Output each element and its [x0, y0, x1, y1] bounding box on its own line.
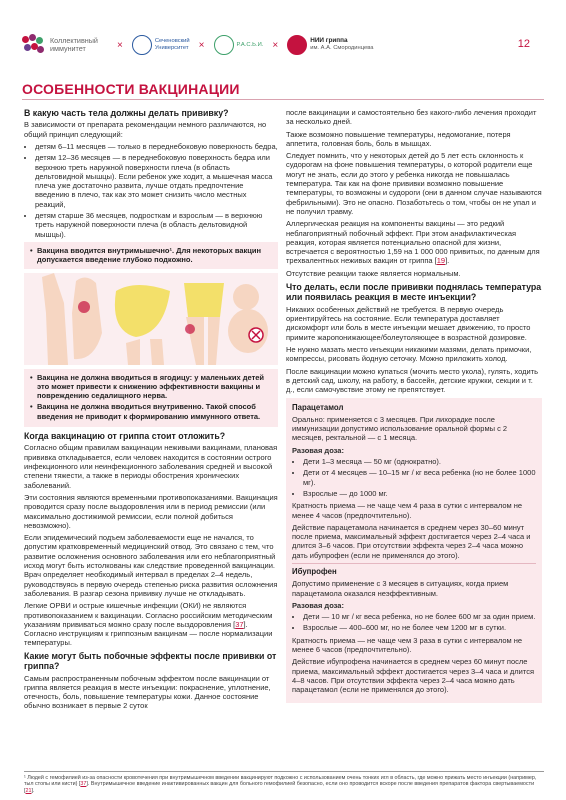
logo-row: [22, 34, 373, 56]
warning-item: [30, 402, 272, 421]
paragraph: Кратность приема — не чаще чем 4 раза в сутки с интервалом не менее 4 часов (предпочтительно).: [292, 501, 523, 520]
rasi-emblem-icon: [214, 35, 234, 55]
list-item: • детям 6–11 месяцев — только в переднебоковую поверхность бедра,: [35, 142, 278, 151]
text-span: ].: [31, 787, 35, 794]
paragraph: В зависимости от препарата рекомендации немного различаются, но общий принцип следующий:: [24, 120, 267, 139]
brand-name: [50, 37, 108, 54]
paragraph: Никаких особенных действий не требуется. В первую очередь ориентируйтесь на состояние. Если температура доставляет дискомфорт или боль в месте инъекции мешает движению, то просто примите жаропонижающее/болеутоляющее в возрастной дозировке.: [286, 304, 531, 342]
text-span: ]. Внутримышечное введение инактивированных вакцин для больного гемофилией безопасно, если оно проводится вскоре после введения препаратов фактора свертываемости [: [24, 781, 535, 794]
reference-link[interactable]: 37: [80, 781, 87, 788]
flu-institute-emblem-icon: [287, 35, 307, 55]
medication-title: Парацетамол: [292, 402, 344, 412]
paragraph: Самым распространенным побочным эффектом после вакцинации от гриппа является реакция в месте инъекции: покраснение, уплотнение, отечность, боль, повышение температуры кожи. Данное состояние обычно возникает в первые 2 суток: [24, 673, 271, 711]
paragraph: Допустимо применение с 3 месяцев в ситуациях, когда прием парацетамола оказался неэффективным.: [292, 579, 509, 598]
partner-flu-institute: [287, 35, 373, 55]
separator: ×: [198, 39, 205, 51]
paragraph: Если эпидемический подъем заболеваемости еще не начался, то допустим кратковременный медицинский отвод. Это связано с тем, что развитие осложнения основного заболевания или его неблагоприятный исход могут быть истолкованы как следствие проведенной вакцинации. Врач определяет необходимый интервал в пределах 2–4 недель, руководствуясь в первую очередь степенью риска развития осложнения заболевания. В разгар сезона прививку лучше не откладывать.: [24, 533, 278, 598]
partner1-line1: Сеченовский: [154, 38, 190, 45]
section-heading: Что делать, если после прививки поднялась температура или появилась реакция в месте инъекции?: [286, 282, 542, 303]
section-heading: Когда вакцинацию от гриппа стоит отложить?: [24, 431, 226, 442]
text-span: ¹ Людей с гемофилией из-за опасности кровотечения при внутримышечном введении вакцинируют подкожно с использованием очень тонких игл в область, где можно прижать место инъекции (например, тыл стопы или кисти) [: [24, 775, 537, 788]
bullet-icon: •: [30, 402, 33, 412]
footnote: [24, 771, 544, 794]
paragraph: Согласно общим правилам вакцинации неживыми вакцинами, плановая прививка откладывается, если человек находится в состоянии острого инфекционного или неинфекционного заболевания средней и высокой степени тяжести, а также в периоды обострения хронических заболеваний.: [24, 443, 278, 490]
list-item: • детям 12–36 месяцев — в переднебоковую поверхность бедра или верхнюю треть наружной поверхности плеча (в область дельтовидной мышцы). Если ребенок уже ходит, а мышечная масса плеча уже достаточно развита, лучше отдать предпочтение введению в плечо, так как это может снизить число местных реакций,: [35, 153, 278, 209]
sechenov-emblem-icon: [132, 35, 152, 55]
partner-rasi: [214, 35, 264, 55]
paragraph: Орально: применяется с 3 месяцев. При лихорадке после иммунизации допустимо использование оральной формы с 2 месяцев, ректальной — с 1 месяца.: [292, 414, 508, 443]
separator: ×: [117, 39, 123, 51]
paragraph: Не нужно мазать место инъекции никакими мазями, делать примочки, компрессы, рисовать йодную сеточку. Можно приложить холод.: [286, 345, 532, 364]
dose-list: [292, 612, 536, 633]
page-header: [0, 0, 566, 72]
separator: ×: [272, 39, 279, 51]
section-heading: Какие могут быть побочные эффекты после прививки от гриппа?: [24, 650, 277, 672]
brand-logo-icon: [22, 34, 44, 56]
medication-panel: [286, 398, 542, 703]
list-item: • Дети от 4 месяцев — 10–15 мг / кг веса ребенка (но не более 1000 мг).: [303, 468, 536, 487]
paragraph: Действие ибупрофена начинается в среднем через 60 минут после приема, максимальный эффект достигается через 3–4 часа и длится 4–8 часов. При отсутствии эффекта через 2–4 часа можно дать парацетамол (если не применялся до этого).: [292, 657, 535, 695]
paragraph: [286, 219, 542, 265]
medication-title: Ибупрофен: [292, 566, 337, 576]
bullet-icon: •: [30, 372, 33, 382]
dose-list: [292, 457, 536, 498]
text-span: Аллергическая реакция на компоненты вакцины — это редкий неблагоприятный побочный эффект. При этом анафилактическая реакция, которая является потенциально опасной для жизни, встречается с вероятностью 1,59 на 1 000 000 привитых, по данным для трехвалентных неживых вакцин от гриппа [: [286, 219, 540, 266]
injection-sites-illustration: [24, 273, 278, 365]
text-span: ]. Согласно инструкциям к гриппозным вакцинам — после нормализации температуры.: [24, 619, 273, 648]
paragraph: Действие парацетамола начинается в среднем через 30–60 минут после приема, максимальный эффект достигается через 2–4 часа и длится 3–6 часов. При отсутствии эффекта через 2–4 часа можно дать ибупрофен (если не применялся до этого).: [292, 522, 531, 560]
section-heading: В какую часть тела должны делать прививку?: [24, 108, 229, 118]
list-item: • Дети 1–3 месяца — 50 мг (однократно).: [303, 457, 536, 466]
warning-text: Вакцина не должна вводиться в ягодицу: у маленьких детей это может привести к снижению эффективности вакцины и повреждению седалищного нерва.: [37, 372, 265, 401]
callout-box: [24, 242, 278, 269]
brand-line-1: Коллективный: [50, 35, 98, 45]
dose-label: Разовая доза:: [292, 445, 344, 455]
injection-site-list: [24, 142, 278, 239]
reference-link[interactable]: 37: [235, 619, 244, 629]
title-divider: [22, 99, 544, 100]
paragraph: Кратность приема — не чаще чем 3 раза в сутки с интервалом не менее 6 часов (предпочтительно).: [292, 635, 523, 655]
right-column: [286, 108, 542, 707]
list-item: • Взрослые — до 1000 мг.: [303, 489, 536, 498]
paragraph: Отсутствие реакции также является нормальным.: [286, 268, 461, 278]
bullet-icon: •: [30, 245, 33, 255]
list-item: • детям старше 36 месяцев, подросткам и взрослым — в верхнюю треть наружной поверхности плеча (в область дельтовидной мышцы).: [35, 211, 278, 239]
brand-line-2: иммунитет: [50, 44, 86, 53]
warning-text: Вакцина не должна вводиться внутривенно. Такой способ введения не приводит к формированию иммунного ответа.: [37, 402, 261, 421]
text-span: Легкие ОРВИ и острые кишечные инфекции (ОКИ) не являются противопоказанием к вакцинации. Согласно российским методическим указаниям прививаться можно сразу после выздоровления [: [24, 601, 273, 629]
paragraph: после вакцинации и самостоятельно без какого-либо лечения проходит за несколько дней.: [286, 108, 537, 127]
reference-link[interactable]: 21: [25, 787, 32, 794]
partner-sechenov: [132, 35, 190, 55]
page-number: 12: [517, 38, 530, 50]
illustration: [24, 273, 278, 365]
paragraph: Также возможно повышение температуры, недомогание, потеря аппетита, головная боль, боль в мышцах.: [286, 129, 511, 148]
text-span: ].: [445, 256, 450, 266]
partner3-line1: НИИ гриппа: [310, 37, 348, 45]
partner3-line2: им. А.А. Смородинцева: [310, 45, 374, 51]
left-column: [24, 108, 278, 714]
panel-divider: [292, 563, 536, 564]
page-title: ОСОБЕННОСТИ ВАКЦИНАЦИИ: [22, 81, 240, 97]
partner1-line2: Университет: [154, 45, 189, 51]
partner2-name: Р.А.С.Ь.И.: [236, 41, 264, 48]
paragraph: Следует помнить, что у некоторых детей до 5 лет есть склонность к судорогам на фоне повышения температуры, о которой родители еще могут не знать, если до этого у ребенка никогда не повышалась температура. Так как на фоне прививки возможно повышение температуры, то возможны и судороги (они в данном случае называются фебрильными). Это не опасно. Позаботьтесь о том, чтобы он не упал и не получил травму.: [286, 151, 542, 216]
paragraph: После вакцинации можно купаться (мочить место укола), гулять, ходить в детский сад, школу, на работу, в бассейн, детские кружки, секции и т. д., если самочувствие этому не препятствует.: [286, 366, 538, 395]
callout-text: Вакцина вводится внутримышечно¹. Для некоторых вакцин допускается введение глубоко подкожно.: [37, 245, 262, 265]
warning-box: [24, 369, 278, 427]
dose-label: Разовая доза:: [292, 600, 344, 610]
paragraph: Эти состояния являются временными противопоказаниями. Вакцинация проводится сразу после выздоровления или в период ремиссии (или максимально достижимой ремиссии, если полной добиться невозможно).: [24, 492, 278, 530]
reference-link[interactable]: 19: [436, 256, 446, 266]
warning-item: [30, 372, 272, 401]
paragraph: [24, 601, 278, 647]
list-item: • Взрослые — 400–600 мг, но не более чем 1200 мг в сутки.: [303, 623, 536, 632]
list-item: • Дети — 10 мг / кг веса ребенка, но не более 600 мг за один прием.: [303, 612, 536, 621]
